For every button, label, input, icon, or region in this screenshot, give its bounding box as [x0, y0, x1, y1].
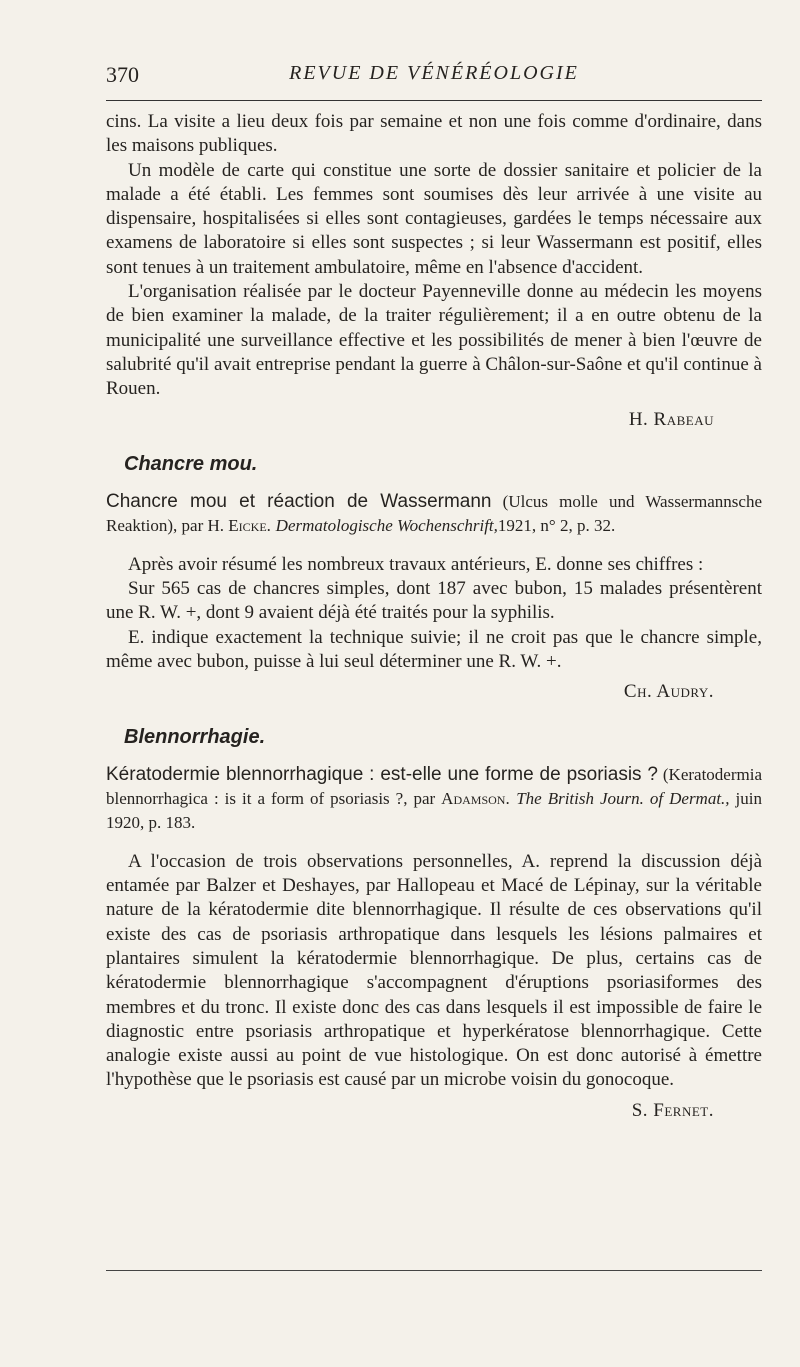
- section1-paragraph-2: Sur 565 cas de chancres simples, dont 187 avec bubon, 15 malades présentèrent une R. W. +, dont 9 avaient déjà été traités pour la syphilis.: [106, 578, 762, 624]
- header-rule: [106, 100, 762, 101]
- article-ref-post-2: juin 1920, p. 183.: [106, 789, 763, 833]
- intro-paragraph-2: Un modèle de carte qui constitue une sorte de dossier sanitaire et policier de la malade a été établi. Les femmes sont soumises dès leur arrivée à une visite au dispensaire, hospitalisées si elles sont contagieuses, gardées le temps nécessaire aux examens de laboratoire si elles sont suspectes ; si leur Wassermann est positif, elles sont tenues à un traitement ambulatoire, même en l'absence d'accident.: [106, 159, 762, 278]
- page-body: [106, 110, 762, 1123]
- signature-text: H. Rabeau: [628, 408, 714, 430]
- section-heading-blennorrhagie: Blennorrhagie.: [124, 725, 266, 748]
- running-title: REVUE DE VÉNÉRÉOLOGIE: [289, 62, 579, 84]
- intro-paragraph-3: L'organisation réalisée par le docteur Payenneville donne au médecin les moyens de bien examiner la malade, de la traiter régulièrement; il a en outre obtenu de la municipalité une surveillance effective et les possibilités de mener à bien l'œuvre de salubrité qu'il avait entreprise pendant la guerre à Châlon-sur-Saône et qu'il continue à Rouen.: [106, 281, 762, 400]
- signature-text: S. Fernet.: [631, 1099, 714, 1121]
- signature-text: Ch. Audry.: [623, 681, 714, 703]
- article-header-2: [106, 763, 762, 836]
- article-title-1: Chancre mou et réaction de Wassermann: [106, 491, 492, 513]
- article-header-1: [106, 490, 762, 539]
- page-number: 370: [106, 62, 139, 87]
- article-journal-2: The British Journ. of Dermat.,: [516, 789, 730, 809]
- section1-paragraph-1: Après avoir résumé les nombreux travaux antérieurs, E. donne ses chiffres :: [128, 553, 704, 575]
- section1-paragraph-3: E. indique exactement la technique suivie; il ne croit pas que le chancre simple, même avec bubon, puisse à lui seul déterminer une R. W. +.: [106, 626, 762, 672]
- article-journal-1: Dermatologische Wochenschrift,: [275, 516, 498, 536]
- section2-paragraph-1: A l'occasion de trois observations personnelles, A. reprend la discussion déjà entamée par Balzer et Deshayes, par Hallopeau et Macé de Lépinay, sur la véritable nature de la kératodermie dite blennorrhagique. Il résulte de ces observations qu'il existe des cas de psoriasis arthropatique dans lesquels les lésions palmaires et plantaires simulent la kératodermie blennorrhagique. De plus, certains cas de kératodermie blennorrhagique s'accompagnent d'éruptions psoriasiformes des membres et du tronc. Il existe donc des cas dans lesquels il est impossible de faire le diagnostic entre psoriasis arthropatique et hyperkératose blennorrhagique. Cette analogie existe aussi au point de vue histologique. On est donc autorisé à émettre l'hypothèse que le psoriasis est causé par un microbe voisin du gonocoque.: [106, 850, 762, 1091]
- signature-rabeau: [106, 408, 762, 432]
- article-ref-post-1: 1921, n° 2, p. 32.: [497, 516, 616, 536]
- article-title-2: Kératodermie blennorrhagique : est-elle une forme de psoriasis ?: [106, 763, 659, 785]
- page-header: [106, 62, 762, 96]
- section-heading-chancre-mou: Chancre mou.: [124, 452, 258, 475]
- article-author-2: Adamson.: [441, 789, 510, 809]
- article-ref-2: (Keratodermia blennorrhagica : is it a form of psoriasis ?, par: [106, 764, 762, 809]
- footer-rule: [106, 1270, 762, 1271]
- signature-audry: [106, 680, 762, 704]
- intro-paragraph-1: cins. La visite a lieu deux fois par semaine et non une fois comme d'ordinaire, dans les maisons publiques.: [106, 111, 762, 157]
- article-author-1: H. Eicke.: [207, 516, 271, 536]
- article-ref-1: (Ulcus molle und Wassermannsche Reaktion), par: [106, 492, 762, 536]
- signature-fernet: [106, 1099, 762, 1123]
